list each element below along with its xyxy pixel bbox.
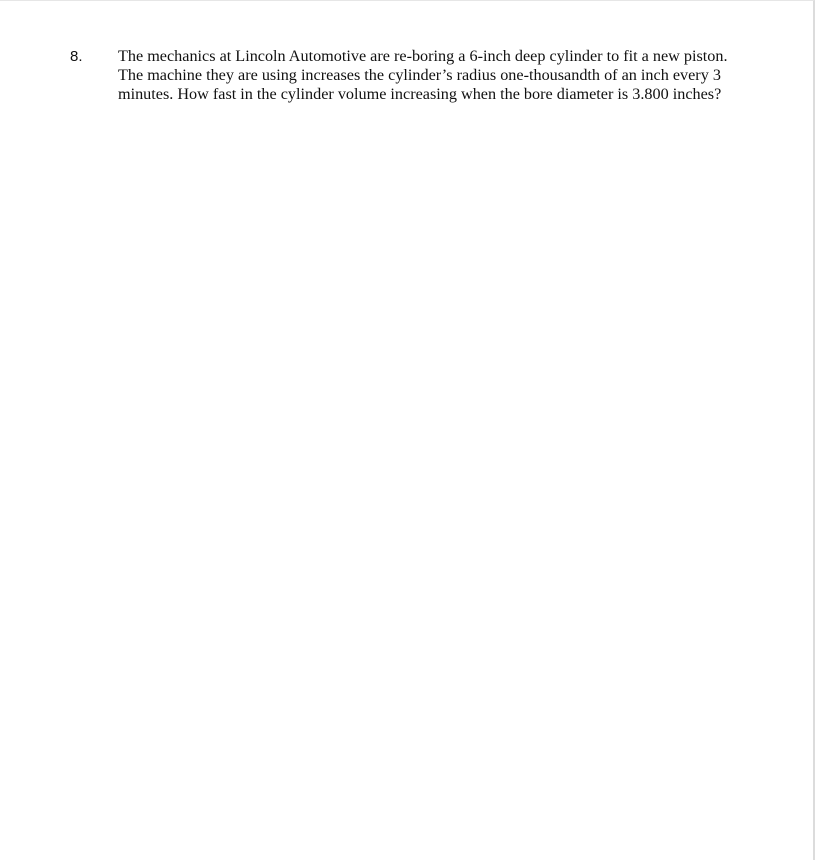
problem-text-line-1: The mechanics at Lincoln Automotive are re-boring a 6-inch deep cylinder to fit a new piston. [118, 47, 728, 65]
problem-number: 8. [70, 48, 83, 65]
problem-text [118, 47, 758, 104]
problem-text-line-2: The machine they are using increases the cylinder’s radius one-thousandth of an inch every 3 [118, 66, 721, 84]
problem-text-line-3: minutes. How fast in the cylinder volume increasing when the bore diameter is 3.800 inches? [118, 85, 722, 103]
